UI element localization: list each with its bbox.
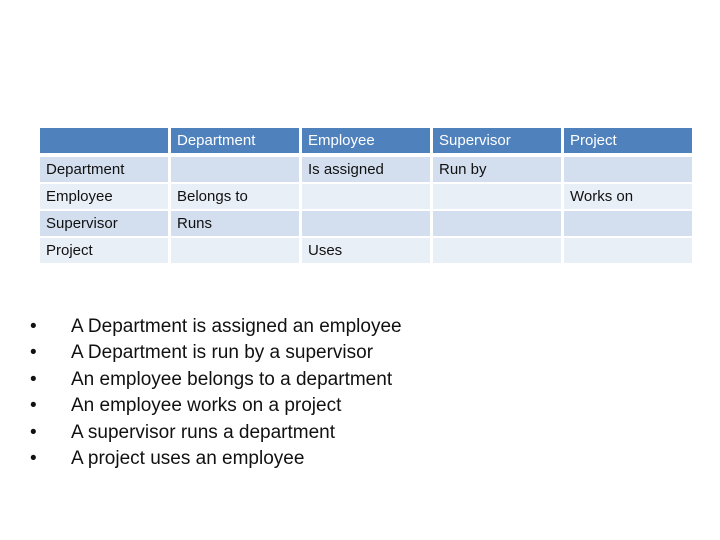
matrix-cell <box>302 211 430 236</box>
matrix-row-supervisor <box>40 211 692 236</box>
bullet-dot: • <box>30 448 37 470</box>
matrix-row-label: Employee <box>40 184 168 209</box>
matrix-cell <box>433 184 561 209</box>
matrix-cell: Is assigned <box>302 157 430 182</box>
bullet-item <box>30 314 402 340</box>
bullet-text: A Department is run by a supervisor <box>71 342 374 364</box>
matrix-column-header: Department <box>171 128 299 155</box>
matrix-cell <box>564 211 692 236</box>
bullet-item <box>30 420 402 446</box>
bullet-item <box>30 393 402 419</box>
bullet-dot: • <box>30 421 37 443</box>
matrix-column-header: Employee <box>302 128 430 155</box>
matrix-cell <box>433 238 561 263</box>
matrix-cell <box>564 157 692 182</box>
matrix-cell: Belongs to <box>171 184 299 209</box>
bullet-text: An employee belongs to a department <box>71 368 393 390</box>
bullet-text: A Department is assigned an employee <box>71 316 402 337</box>
bullet-item <box>30 340 402 366</box>
matrix-header-row <box>40 128 692 155</box>
matrix-corner-cell <box>40 128 168 155</box>
bullet-text: An employee works on a project <box>71 395 342 417</box>
bullet-item <box>30 446 402 472</box>
matrix-cell: Run by <box>433 157 561 182</box>
matrix-cell: Uses <box>302 238 430 263</box>
bullet-dot: • <box>30 395 37 417</box>
matrix-cell <box>171 238 299 263</box>
relationship-matrix <box>37 126 695 265</box>
relationship-bullet-list <box>30 314 402 472</box>
matrix-row-project <box>40 238 692 263</box>
bullet-item <box>30 367 402 393</box>
bullet-dot: • <box>30 368 37 390</box>
matrix-cell <box>433 211 561 236</box>
matrix-column-header: Supervisor <box>433 128 561 155</box>
matrix-row-label: Project <box>40 238 168 263</box>
bullet-text: A supervisor runs a department <box>71 421 336 443</box>
matrix-cell <box>302 184 430 209</box>
bullet-dot: • <box>30 342 37 364</box>
matrix-cell: Runs <box>171 211 299 236</box>
bullet-text: A project uses an employee <box>71 448 305 470</box>
matrix-column-header: Project <box>564 128 692 155</box>
matrix-cell: Works on <box>564 184 692 209</box>
matrix-row-department <box>40 157 692 182</box>
matrix-cell <box>564 238 692 263</box>
matrix-row-label: Department <box>40 157 168 182</box>
bullet-dot: • <box>30 316 37 337</box>
matrix-cell <box>171 157 299 182</box>
matrix-row-label: Supervisor <box>40 211 168 236</box>
matrix-row-employee <box>40 184 692 209</box>
